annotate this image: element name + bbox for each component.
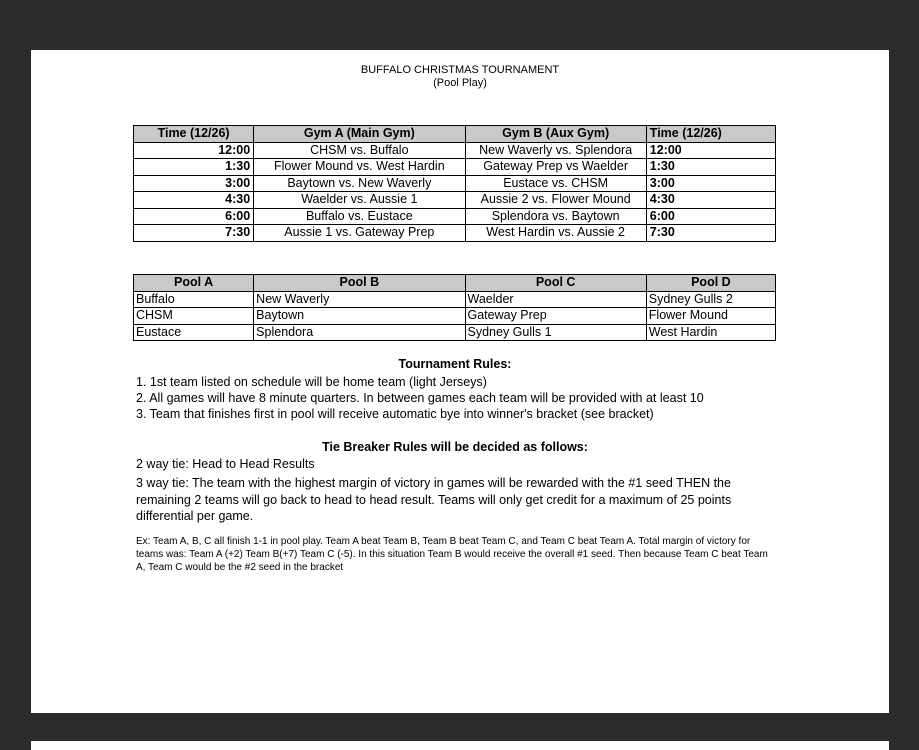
time-cell: 6:00 [134,208,254,225]
table-row [134,324,776,341]
team-cell: Buffalo [134,291,254,308]
gym-b-game-cell: New Waverly vs. Splendora [465,142,646,159]
time-cell: 3:00 [646,175,775,192]
team-cell: Splendora [254,324,465,341]
document-title: BUFFALO CHRISTMAS TOURNAMENT [360,64,560,76]
three-way-tie-rule: 3 way tie: The team with the highest margin of victory in games will be rewarded with the #1 seed THEN the remaining 2 teams will go back to head to head result. Teams will only get credit for a maximum of 25 points differential per game. [136,476,732,523]
next-page-edge [31,741,889,750]
team-cell: Sydney Gulls 1 [465,324,646,341]
team-cell: CHSM [134,308,254,325]
rule-item: 3. Team that finishes first in pool will receive automatic bye into winner's bracket (see bracket) [136,407,654,421]
team-cell: West Hardin [646,324,775,341]
document-page [31,50,889,713]
schedule-header-time-right: Time (12/26) [646,126,775,143]
time-cell: 1:30 [646,159,775,176]
team-cell: Sydney Gulls 2 [646,291,775,308]
gym-b-game-cell: Gateway Prep vs Waelder [465,159,646,176]
pool-b-header: Pool B [254,275,465,292]
time-cell: 6:00 [646,208,775,225]
gym-a-game-cell: Flower Mound vs. West Hardin [254,159,465,176]
team-cell: Gateway Prep [465,308,646,325]
table-row [134,159,776,176]
table-row [134,192,776,209]
table-row [134,308,776,325]
schedule-header-gym-a: Gym A (Main Gym) [254,126,465,143]
pool-a-header: Pool A [134,275,254,292]
time-cell: 7:30 [134,225,254,242]
gym-a-game-cell: Aussie 1 vs. Gateway Prep [254,225,465,242]
gym-b-game-cell: Eustace vs. CHSM [465,175,646,192]
table-row [134,225,776,242]
gym-a-game-cell: Baytown vs. New Waverly [254,175,465,192]
gym-b-game-cell: Aussie 2 vs. Flower Mound [465,192,646,209]
rule-item: 1. 1st team listed on schedule will be home team (light Jerseys) [136,375,487,389]
gym-b-game-cell: Splendora vs. Baytown [465,208,646,225]
time-cell: 4:30 [646,192,775,209]
time-cell: 12:00 [134,142,254,159]
team-cell: Baytown [254,308,465,325]
team-cell: Eustace [134,324,254,341]
tie-breaker-heading: Tie Breaker Rules will be decided as follows: [322,440,588,454]
schedule-header-gym-b: Gym B (Aux Gym) [465,126,646,143]
schedule-header-row [134,126,776,143]
pool-c-header: Pool C [465,275,646,292]
time-cell: 7:30 [646,225,775,242]
time-cell: 12:00 [646,142,775,159]
team-cell: Waelder [465,291,646,308]
rule-item: 2. All games will have 8 minute quarters. In between games each team will be provided with at least 10 [136,391,704,405]
gym-a-game-cell: Waelder vs. Aussie 1 [254,192,465,209]
table-row [134,142,776,159]
schedule-header-time-left: Time (12/26) [134,126,254,143]
table-row [134,175,776,192]
table-row [134,208,776,225]
pools-header-row [134,275,776,292]
gym-b-game-cell: West Hardin vs. Aussie 2 [465,225,646,242]
time-cell: 3:00 [134,175,254,192]
table-row [134,291,776,308]
time-cell: 1:30 [134,159,254,176]
pool-d-header: Pool D [646,275,775,292]
pools-table [133,274,776,341]
team-cell: New Waverly [254,291,465,308]
schedule-table [133,125,776,242]
tournament-rules-heading: Tournament Rules: [398,357,512,371]
team-cell: Flower Mound [646,308,775,325]
two-way-tie-rule: 2 way tie: Head to Head Results [136,457,315,471]
gym-a-game-cell: Buffalo vs. Eustace [254,208,465,225]
tie-breaker-example: Ex: Team A, B, C all finish 1-1 in pool play. Team A beat Team B, Team B beat Team C, and Team C beat Team A. Total margin of victory for teams was: Team A (+2) Team B(+7) Team C (-5). In this situation Team B would receive the overall #1 seed. Then because Team C beat Team A, Team C would be the #2 seed in the bracket [136,536,768,573]
gym-a-game-cell: CHSM vs. Buffalo [254,142,465,159]
time-cell: 4:30 [134,192,254,209]
document-subtitle: (Pool Play) [433,77,487,89]
